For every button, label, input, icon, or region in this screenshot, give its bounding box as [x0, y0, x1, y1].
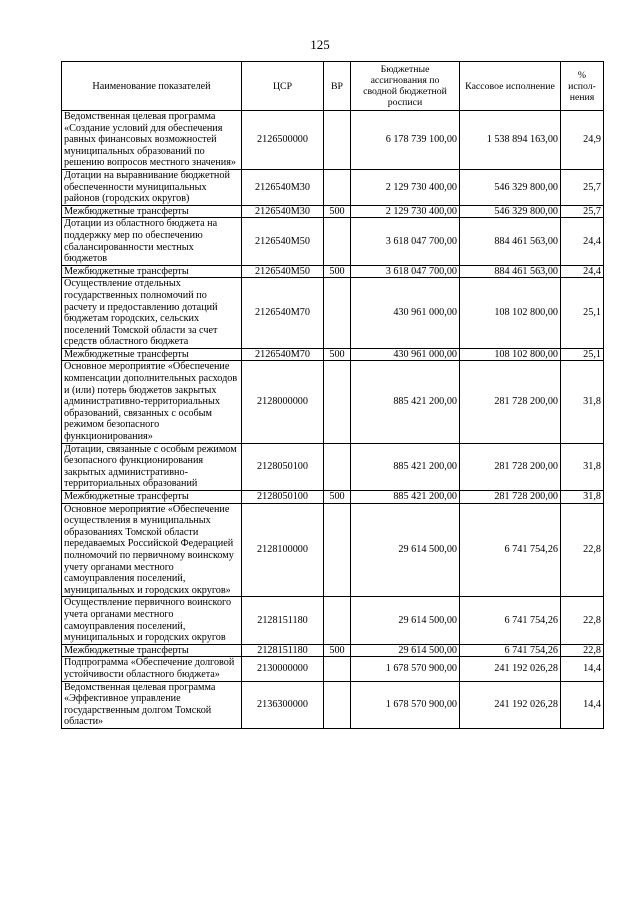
cell-cash: 108 102 800,00	[460, 348, 561, 361]
cell-pct: 31,8	[561, 443, 604, 490]
cell-vr	[324, 278, 351, 349]
cell-vr	[324, 218, 351, 265]
cell-budget: 29 614 500,00	[351, 503, 460, 597]
table-row	[62, 644, 604, 657]
cell-csr: 2128100000	[242, 503, 324, 597]
table-row	[62, 443, 604, 490]
header-budget: Бюджетные ассигнования по сводной бюджетной росписи	[351, 62, 460, 111]
cell-pct: 22,8	[561, 597, 604, 644]
table-header-row	[62, 62, 604, 111]
cell-name: Ведомственная целевая программа «Создание условий для обеспечения равных финансовых возможностей муниципальных образований по решению вопросов местного значения»	[62, 111, 242, 170]
cell-cash: 546 329 800,00	[460, 205, 561, 218]
table-row	[62, 278, 604, 349]
cell-cash: 1 538 894 163,00	[460, 111, 561, 170]
table-row	[62, 265, 604, 278]
cell-pct: 24,9	[561, 111, 604, 170]
table-row	[62, 218, 604, 265]
cell-budget: 885 421 200,00	[351, 361, 460, 443]
cell-budget: 885 421 200,00	[351, 491, 460, 504]
cell-csr: 2126540М30	[242, 205, 324, 218]
header-vr: ВР	[324, 62, 351, 111]
cell-vr: 500	[324, 265, 351, 278]
cell-budget: 3 618 047 700,00	[351, 218, 460, 265]
cell-csr: 2136300000	[242, 681, 324, 728]
header-csr: ЦСР	[242, 62, 324, 111]
cell-name: Межбюджетные трансферты	[62, 644, 242, 657]
cell-budget: 430 961 000,00	[351, 348, 460, 361]
cell-vr	[324, 657, 351, 681]
cell-budget: 430 961 000,00	[351, 278, 460, 349]
header-pct: % испол-нения	[561, 62, 604, 111]
cell-vr: 500	[324, 491, 351, 504]
cell-name: Осуществление первичного воинского учета органами местного самоуправления поселений, муниципальных и городских округов	[62, 597, 242, 644]
cell-name: Дотации, связанные с особым режимом безопасного функционирования закрытых административно-территориальных образований	[62, 443, 242, 490]
cell-vr: 500	[324, 644, 351, 657]
cell-budget: 1 678 570 900,00	[351, 681, 460, 728]
cell-csr: 2126540М70	[242, 278, 324, 349]
cell-csr: 2126500000	[242, 111, 324, 170]
cell-budget: 6 178 739 100,00	[351, 111, 460, 170]
cell-name: Межбюджетные трансферты	[62, 265, 242, 278]
cell-pct: 24,4	[561, 265, 604, 278]
cell-csr: 2126540М50	[242, 265, 324, 278]
cell-cash: 546 329 800,00	[460, 169, 561, 205]
cell-pct: 22,8	[561, 503, 604, 597]
cell-csr: 2126540М50	[242, 218, 324, 265]
cell-name: Основное мероприятие «Обеспечение компенсации дополнительных расходов и (или) потерь бюджетов закрытых административно-территориальных образований, связанных с особым режимом безопасного функционирования»	[62, 361, 242, 443]
cell-name: Межбюджетные трансферты	[62, 205, 242, 218]
cell-cash: 241 192 026,28	[460, 681, 561, 728]
cell-vr	[324, 111, 351, 170]
cell-name: Дотации на выравнивание бюджетной обеспеченности муниципальных районов (городских округов)	[62, 169, 242, 205]
cell-budget: 885 421 200,00	[351, 443, 460, 490]
table-row	[62, 111, 604, 170]
page-number: 125	[310, 37, 330, 52]
cell-budget: 3 618 047 700,00	[351, 265, 460, 278]
cell-vr: 500	[324, 205, 351, 218]
cell-vr	[324, 597, 351, 644]
cell-vr	[324, 169, 351, 205]
table-row	[62, 361, 604, 443]
cell-budget: 29 614 500,00	[351, 597, 460, 644]
cell-cash: 6 741 754,26	[460, 503, 561, 597]
cell-name: Межбюджетные трансферты	[62, 491, 242, 504]
header-cash: Кассовое исполнение	[460, 62, 561, 111]
cell-name: Осуществление отдельных государственных полномочий по расчету и предоставлению дотаций бюджетам городских, сельских поселений Томской области за счет средств областного бюджета	[62, 278, 242, 349]
cell-vr	[324, 361, 351, 443]
table-row	[62, 169, 604, 205]
cell-csr: 2130000000	[242, 657, 324, 681]
cell-budget: 1 678 570 900,00	[351, 657, 460, 681]
header-name: Наименование показателей	[62, 62, 242, 111]
cell-name: Подпрограмма «Обеспечение долговой устойчивости областного бюджета»	[62, 657, 242, 681]
cell-pct: 25,1	[561, 348, 604, 361]
table-row	[62, 348, 604, 361]
cell-pct: 22,8	[561, 644, 604, 657]
table-row	[62, 503, 604, 597]
cell-cash: 241 192 026,28	[460, 657, 561, 681]
cell-cash: 884 461 563,00	[460, 265, 561, 278]
table-row	[62, 657, 604, 681]
cell-cash: 281 728 200,00	[460, 443, 561, 490]
cell-name: Основное мероприятие «Обеспечение осуществления в муниципальных образованиях Томской области передаваемых Российской Федерацией полномочий по первичному воинскому учету органами местного самоуправления поселений, муниципальных и городских округов»	[62, 503, 242, 597]
cell-name: Межбюджетные трансферты	[62, 348, 242, 361]
cell-cash: 281 728 200,00	[460, 361, 561, 443]
cell-cash: 6 741 754,26	[460, 597, 561, 644]
cell-pct: 25,7	[561, 169, 604, 205]
cell-pct: 31,8	[561, 361, 604, 443]
cell-pct: 25,1	[561, 278, 604, 349]
cell-budget: 2 129 730 400,00	[351, 205, 460, 218]
cell-vr	[324, 681, 351, 728]
cell-name: Дотации из областного бюджета на поддержку мер по обеспечению сбалансированности местных бюджетов	[62, 218, 242, 265]
cell-pct: 25,7	[561, 205, 604, 218]
cell-pct: 14,4	[561, 657, 604, 681]
cell-vr	[324, 443, 351, 490]
cell-vr: 500	[324, 348, 351, 361]
cell-pct: 24,4	[561, 218, 604, 265]
cell-budget: 29 614 500,00	[351, 644, 460, 657]
cell-csr: 2128151180	[242, 597, 324, 644]
cell-csr: 2128151180	[242, 644, 324, 657]
cell-cash: 884 461 563,00	[460, 218, 561, 265]
cell-vr	[324, 503, 351, 597]
cell-pct: 14,4	[561, 681, 604, 728]
cell-name: Ведомственная целевая программа «Эффективное управление государственным долгом Томской области»	[62, 681, 242, 728]
cell-csr: 2128050100	[242, 491, 324, 504]
cell-csr: 2128050100	[242, 443, 324, 490]
cell-budget: 2 129 730 400,00	[351, 169, 460, 205]
cell-csr: 2126540М70	[242, 348, 324, 361]
table-row	[62, 491, 604, 504]
cell-cash: 281 728 200,00	[460, 491, 561, 504]
table-row	[62, 597, 604, 644]
cell-pct: 31,8	[561, 491, 604, 504]
cell-csr: 2128000000	[242, 361, 324, 443]
cell-cash: 6 741 754,26	[460, 644, 561, 657]
cell-csr: 2126540М30	[242, 169, 324, 205]
table-row	[62, 205, 604, 218]
table-row	[62, 681, 604, 728]
cell-cash: 108 102 800,00	[460, 278, 561, 349]
budget-execution-table	[61, 61, 604, 729]
